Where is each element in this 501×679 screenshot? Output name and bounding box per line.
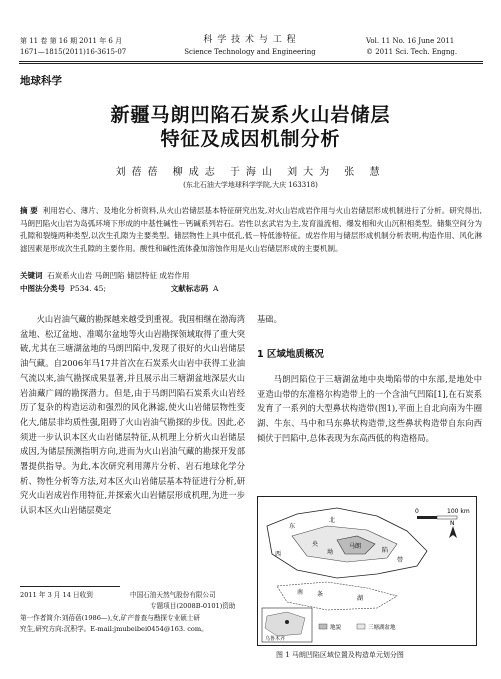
scale-zero: 0 — [415, 508, 419, 515]
journal-title-en: Science Technology and Engineering — [184, 48, 316, 56]
map-label-hu: 湖 — [357, 595, 364, 602]
clc-code: P534. 45; — [69, 284, 106, 293]
map-label-central: 央 — [312, 541, 319, 548]
geology-paragraph: 马朗凹陷位于三塘湖盆地中央坳陷带的中东部,是地处中亚造山带的东准格尔构造带上的一个含油气凹陷[1],在石炭系发育了一系列的大型鼻状构造带(图1),平面上自北向南为牛圈湖、牛东、马中和马东鼻状构造带,这些鼻状构造带自东向西倾伏于凹陷中,总体表现为东高西低的构造格局。 — [257, 374, 482, 443]
map-label-east: 东 — [289, 523, 296, 530]
keywords-label: 关键词 — [20, 271, 43, 280]
header-rule — [19, 61, 483, 62]
doc-code-label: 文献标志码 — [170, 284, 209, 293]
map-label-belt: 带 — [397, 557, 404, 564]
figure-1-caption: 图 1 马朗凹陷区域位置及构造单元划分图 — [276, 651, 404, 659]
received-date: 2011 年 3 月 14 日收到 — [20, 591, 93, 599]
doc-code: A — [213, 284, 219, 293]
intro-paragraph: 火山岩油气藏的勘探越来越受到重视。我国相继在渤海湾盆地、松辽盆地、准噶尔盆地等火山岩勘探领域取得了重大突破,尤其在三塘湖盆地的马朗凹陷中,发现了很好的火山岩储层油气藏。自2006年马17井首次在石炭系火山岩中获得工业油气流以来,油气勘探成果显著,并且展示出三塘湖盆地深层火山岩油藏广阔的勘探潜力。但是,由于马朗凹陷石炭系火山岩经历了复杂的构造运动和强烈的风化淋滤,使火山岩储层物性变化大,储层非均质性强,阻碍了火山岩油气勘探的步伐。因此,必须进一步认识本区火山岩储层特征,从机理上分析火山岩储层成因,为储层预测指明方向,进而为火山岩油气藏的勘探开发部署提供指导。为此,本次研究利用薄片分析、岩石地球化学分析、物性分析等方法,对本区火山岩储层基本特征进行分析,研究火山岩成岩作用特征,并探索火山岩储层形成机理,为进一步认识本区火山岩储层奠定 — [20, 314, 245, 516]
journal-title-cn: 科 学 技 术 与 工 程 — [203, 35, 297, 45]
map-label-malang: 马朗 — [349, 543, 362, 550]
right-column-top: 基础。 — [257, 314, 282, 324]
keywords: 石炭系火山岩 马朗凹陷 储层特征 成岩作用 — [47, 271, 190, 280]
author-list: 刘蓓蓓 柳成志 于海山 刘大为 张 慧 — [115, 167, 386, 178]
map-label-south: 南 — [297, 589, 304, 596]
abstract — [20, 205, 482, 269]
section-tag: 地球科学 — [20, 75, 62, 87]
map-label-west: 西 — [275, 551, 282, 558]
map-label-sag: 陷 — [382, 547, 389, 554]
clc-label: 中图法分类号 — [20, 284, 65, 293]
volume-info-en: Vol. 11 No. 16 June 2011 — [366, 37, 455, 45]
affiliation: (东北石油大学地球科学学院,大庆 163318) — [183, 181, 318, 189]
svg-text:三塘湖盆地: 三塘湖盆地 — [368, 625, 396, 631]
left-column — [20, 312, 245, 582]
scale-label: 100 km — [447, 508, 470, 515]
keywords-row — [20, 270, 189, 283]
inset-label: 乌鲁木齐 — [265, 636, 286, 642]
right-column-body — [257, 372, 482, 492]
fund-line-1: 中国石油天然气股份有限公司 — [130, 591, 216, 599]
paper-title-line1: 新疆马朗凹陷石炭系火山岩储层 — [110, 104, 391, 126]
svg-text:地貌: 地貌 — [330, 625, 342, 631]
fund-line-2: 专题项目(2008B-0101)资助 — [150, 602, 236, 610]
abstract-label: 摘 要 — [20, 206, 38, 215]
section-1-heading: 1 区域地质概况 — [257, 349, 324, 360]
issue-info: 第 11 卷 第 16 期 2011 年 6 月 — [20, 37, 123, 45]
author-bio-1: 第一作者简介:刘蓓蓓(1986—),女,矿产普查与勘探专业硕士研 — [20, 614, 200, 622]
paper-title-line2: 特征及成因机制分析 — [160, 128, 341, 150]
svg-text:N: N — [450, 520, 455, 527]
inset-point-icon — [285, 620, 289, 624]
map-label-depression: 坳 — [327, 549, 334, 556]
author-bio-2: 究生,研究方向:沉积学。E-mail:jmubeibei0454@163. com。 — [20, 625, 208, 633]
footnote-rule — [20, 586, 120, 587]
map-label-north: 北 — [329, 517, 336, 524]
header-rule-2 — [19, 63, 483, 64]
classification-row — [20, 283, 218, 296]
figure-1-map — [257, 496, 477, 646]
copyright: © 2011 Sci. Tech. Engng. — [366, 48, 458, 56]
abstract-text: 利用岩心、薄片、及地化分析资料,从火山岩储层基本特征研究出发,对火山岩成岩作用与火山岩储层形成机制进行了分析。研究得出,马朗凹陷火山岩为岛弧环境下形成的中基性碱性－钙碱系列岩石。岩性以玄武岩为主,发育溢流相、爆发相和火山沉积相类型。储集空间分为孔隙和裂缝两种类型,以次生孔隙为主要类型。储层物性上具中低孔,低－特低渗特征。成岩作用与储层形成机制分析表明,构造作用、风化淋滤因素是形成次生孔隙的主要作用。酸性和碱性流体叠加溶蚀作用是火山岩储层形成的主要机制。 — [20, 206, 482, 253]
issn: 1671—1815(2011)16-3615-07 — [20, 48, 127, 56]
map-label-tiao: 条 — [317, 591, 324, 598]
